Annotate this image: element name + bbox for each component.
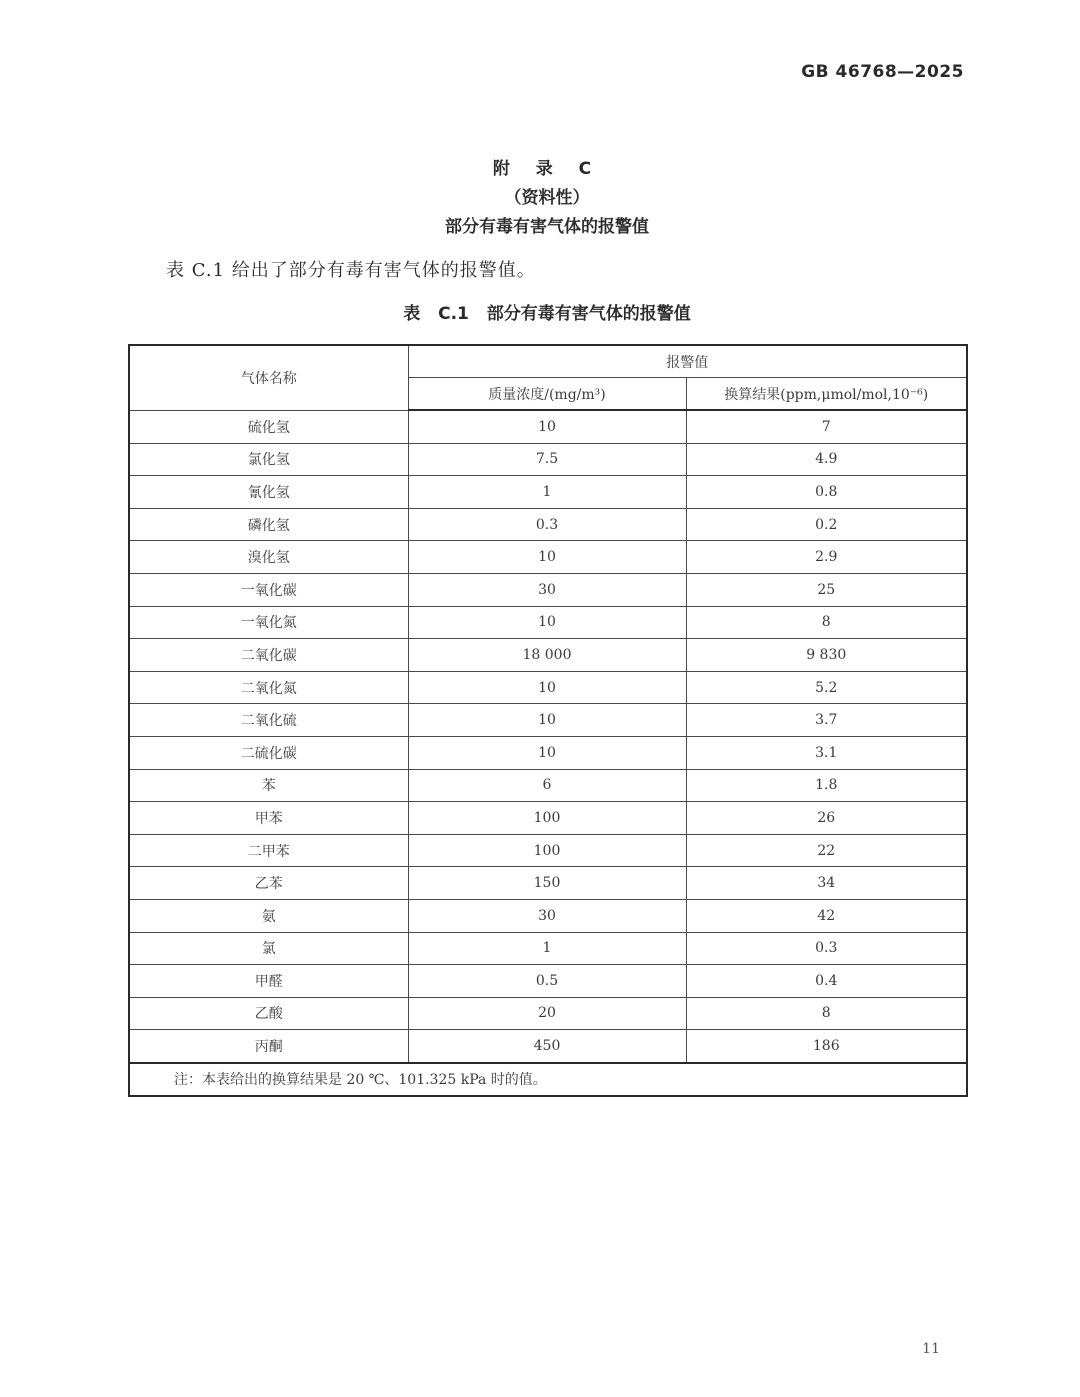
cell-gas-name: 一氧化氮 <box>129 606 408 639</box>
table-row <box>129 639 967 672</box>
cell-conversion-result: 42 <box>686 899 967 932</box>
cell-conversion-result: 3.1 <box>686 736 967 769</box>
table-caption: 表 C.1 部分有毒有害气体的报警值 <box>403 304 691 324</box>
cell-mass-concentration: 10 <box>408 541 686 574</box>
cell-mass-concentration: 450 <box>408 1030 686 1063</box>
cell-conversion-result: 8 <box>686 997 967 1030</box>
header-conversion-result: 换算结果(ppm,μmol/mol,10⁻⁶) <box>686 378 967 411</box>
cell-gas-name: 氰化氢 <box>129 476 408 509</box>
intro-paragraph: 表 C.1 给出了部分有毒有害气体的报警值。 <box>166 260 536 281</box>
table-row <box>129 802 967 835</box>
table-row <box>129 508 967 541</box>
cell-conversion-result: 34 <box>686 867 967 900</box>
cell-mass-concentration: 6 <box>408 769 686 802</box>
cell-gas-name: 二氧化碳 <box>129 639 408 672</box>
cell-gas-name: 溴化氢 <box>129 541 408 574</box>
cell-conversion-result: 3.7 <box>686 704 967 737</box>
table-row <box>129 965 967 998</box>
header-mass-concentration: 质量浓度/(mg/m³) <box>408 378 686 411</box>
standard-number: GB 46768—2025 <box>801 62 964 82</box>
table-body <box>129 410 967 1063</box>
cell-gas-name: 二甲苯 <box>129 834 408 867</box>
cell-conversion-result: 0.8 <box>686 476 967 509</box>
table-row <box>129 867 967 900</box>
cell-gas-name: 氯 <box>129 932 408 965</box>
table-row <box>129 443 967 476</box>
table-row <box>129 769 967 802</box>
cell-gas-name: 甲苯 <box>129 802 408 835</box>
cell-mass-concentration: 30 <box>408 573 686 606</box>
cell-mass-concentration: 18 000 <box>408 639 686 672</box>
cell-gas-name: 硫化氢 <box>129 410 408 443</box>
table-row <box>129 736 967 769</box>
cell-mass-concentration: 100 <box>408 802 686 835</box>
cell-mass-concentration: 10 <box>408 736 686 769</box>
header-alarm-value: 报警值 <box>408 345 967 378</box>
table-row <box>129 704 967 737</box>
table-row <box>129 541 967 574</box>
cell-conversion-result: 22 <box>686 834 967 867</box>
cell-gas-name: 二氧化氮 <box>129 671 408 704</box>
cell-mass-concentration: 150 <box>408 867 686 900</box>
cell-conversion-result: 26 <box>686 802 967 835</box>
table-row <box>129 1030 967 1063</box>
cell-mass-concentration: 30 <box>408 899 686 932</box>
table-row <box>129 932 967 965</box>
cell-mass-concentration: 0.3 <box>408 508 686 541</box>
page-number: 11 <box>922 1341 940 1357</box>
cell-mass-concentration: 100 <box>408 834 686 867</box>
appendix-subject: 部分有毒有害气体的报警值 <box>445 217 649 237</box>
cell-conversion-result: 0.4 <box>686 965 967 998</box>
cell-gas-name: 苯 <box>129 769 408 802</box>
table-row <box>129 573 967 606</box>
cell-mass-concentration: 10 <box>408 410 686 443</box>
cell-mass-concentration: 10 <box>408 606 686 639</box>
cell-gas-name: 一氧化碳 <box>129 573 408 606</box>
cell-conversion-result: 186 <box>686 1030 967 1063</box>
table-row <box>129 997 967 1030</box>
table-row <box>129 606 967 639</box>
cell-gas-name: 乙酸 <box>129 997 408 1030</box>
cell-conversion-result: 2.9 <box>686 541 967 574</box>
appendix-title: 附 录 C <box>492 159 602 179</box>
table-row <box>129 476 967 509</box>
table-row <box>129 899 967 932</box>
cell-mass-concentration: 7.5 <box>408 443 686 476</box>
cell-conversion-result: 7 <box>686 410 967 443</box>
cell-conversion-result: 5.2 <box>686 671 967 704</box>
cell-conversion-result: 8 <box>686 606 967 639</box>
cell-gas-name: 甲醛 <box>129 965 408 998</box>
cell-conversion-result: 25 <box>686 573 967 606</box>
cell-mass-concentration: 1 <box>408 476 686 509</box>
cell-gas-name: 氨 <box>129 899 408 932</box>
cell-gas-name: 丙酮 <box>129 1030 408 1063</box>
cell-conversion-result: 0.2 <box>686 508 967 541</box>
appendix-heading <box>0 155 1080 242</box>
cell-conversion-result: 1.8 <box>686 769 967 802</box>
table-row <box>129 410 967 443</box>
cell-conversion-result: 4.9 <box>686 443 967 476</box>
cell-mass-concentration: 20 <box>408 997 686 1030</box>
appendix-type: （资料性） <box>504 188 590 208</box>
cell-conversion-result: 0.3 <box>686 932 967 965</box>
cell-gas-name: 磷化氢 <box>129 508 408 541</box>
cell-gas-name: 二硫化碳 <box>129 736 408 769</box>
table-note: 注：本表给出的换算结果是 20 ℃、101.325 kPa 时的值。 <box>129 1063 967 1096</box>
cell-conversion-result: 9 830 <box>686 639 967 672</box>
cell-mass-concentration: 10 <box>408 704 686 737</box>
cell-gas-name: 氯化氢 <box>129 443 408 476</box>
table-row <box>129 834 967 867</box>
table-row <box>129 671 967 704</box>
cell-gas-name: 乙苯 <box>129 867 408 900</box>
alarm-value-table <box>128 344 968 1097</box>
cell-mass-concentration: 10 <box>408 671 686 704</box>
cell-mass-concentration: 0.5 <box>408 965 686 998</box>
cell-mass-concentration: 1 <box>408 932 686 965</box>
header-gas-name: 气体名称 <box>129 345 408 410</box>
cell-gas-name: 二氧化硫 <box>129 704 408 737</box>
